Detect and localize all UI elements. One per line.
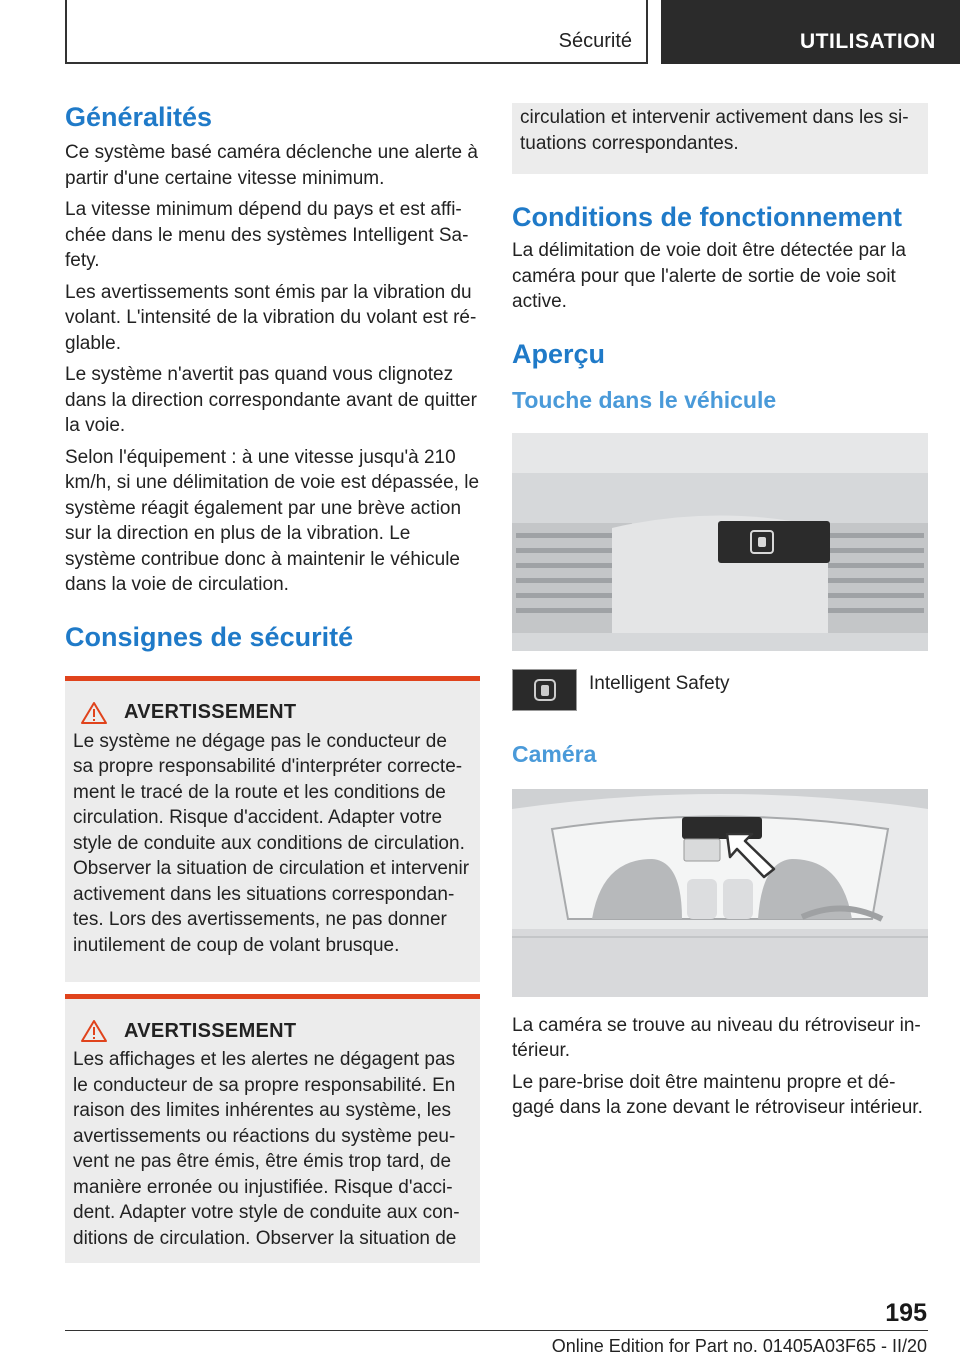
heading-camera: Caméra (512, 740, 597, 767)
warning-header (80, 1019, 472, 1043)
legend-row (512, 669, 928, 711)
header-left-panel (65, 0, 648, 64)
heading-apercu: Aperçu (512, 338, 606, 369)
warning-text: circulation et intervenir activement dans les situations correspondantes. (520, 107, 909, 154)
header-chapter-tab (661, 0, 960, 64)
warning-text: Le système ne dégage pas le conducteur de sa propre responsabilité d'interpréter correctement le tracé de la route et les conditions de circulation. Risque d'accident. Adapter votre style de conduite aux conditions de circulation. Observer la situation de circulation et intervenir activement dans les situations correspondantes. Lors des avertissements, ne pas donner inutilement de coup de volant brusque. (73, 730, 470, 956)
warning-title: AVERTISSEMENT (124, 1019, 297, 1042)
dashboard-button-image (512, 433, 928, 651)
paragraph: Selon l'équipement : à une vitesse jusqu'à 210 km/h, si une délimitation de voie est dépassée, le système réagit également par une brève action sur la direction en plus de la vibration. Le système contribue donc à maintenir le véhicule dans la voie de circulation. (65, 446, 480, 595)
footer-divider (65, 1330, 928, 1331)
camera-location-image (512, 789, 928, 997)
warning-continuation-box (512, 103, 928, 174)
paragraph: Le pare-brise doit être maintenu propre et dégagé dans la zone devant le rétroviseur intérieur. (512, 1071, 923, 1118)
heading-generalites: Généralités (65, 102, 213, 132)
paragraph: La vitesse minimum dépend du pays et est affichée dans le menu des systèmes Intelligent Safety. (65, 199, 469, 271)
warning-box (65, 676, 480, 983)
heading-conditions: Conditions de fonctionnement (512, 202, 902, 232)
paragraph: La délimitation de voie doit être détectée par la caméra pour que l'alerte de sortie de voie soit active. (512, 240, 906, 312)
left-column (65, 100, 480, 1263)
warning-box (65, 994, 480, 1263)
page-number: 195 (885, 1299, 927, 1327)
warning-triangle-icon (80, 701, 108, 725)
paragraph: La caméra se trouve au niveau du rétroviseur intérieur. (512, 1014, 921, 1061)
paragraph: Le système n'avertit pas quand vous clignotez dans la direction correspondante avant de quitter la voie. (65, 364, 477, 436)
warning-header (80, 701, 472, 725)
heading-touche: Touche dans le véhicule (512, 386, 777, 413)
car-shield-icon (533, 678, 557, 702)
right-column (512, 103, 928, 1127)
warning-text: Les affichages et les alertes ne dégagent pas le conducteur de sa propre responsabilité. En raison des limites inhérentes au système, les avertissements ou réactions du système peuvent ne pas être émis, être émis trop tard, de manière erronée ou injustifiée. Risque d'accident. Adapter votre style de conduite aux conditions de circulation. Observer la situation de (73, 1049, 460, 1249)
footer-edition-text: Online Edition for Part no. 01405A03F65 - II/20 (551, 1336, 927, 1356)
header-chapter-title: UTILISATION (800, 30, 936, 53)
paragraph: Ce système basé caméra déclenche une alerte à partir d'une certaine vitesse minimum. (65, 142, 478, 189)
paragraph: Les avertissements sont émis par la vibration du volant. L'intensité de la vibration du volant est réglable. (65, 281, 477, 354)
heading-consignes: Consignes de sécurité (65, 621, 354, 652)
warning-title: AVERTISSEMENT (124, 701, 297, 723)
header-section-title: Sécurité (558, 30, 632, 52)
intelligent-safety-button-icon (512, 669, 577, 711)
legend-label: Intelligent Safety (589, 672, 730, 694)
warning-triangle-icon (80, 1019, 108, 1043)
